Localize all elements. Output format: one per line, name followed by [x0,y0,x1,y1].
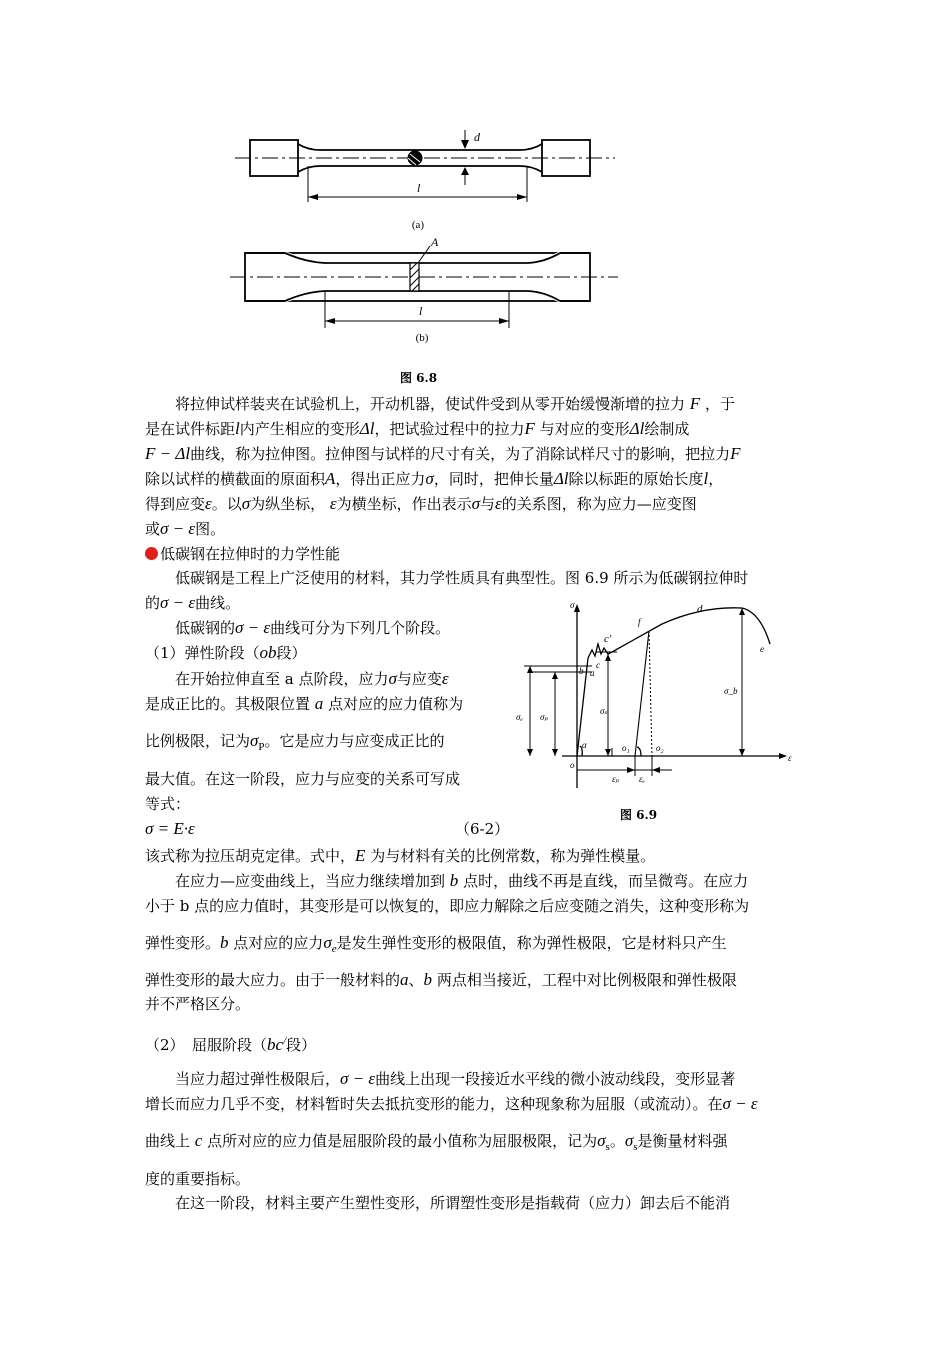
para1-line5: 得到应变ε。以σ为纵坐标， ε为横坐标，作出表示σ与ε的关系图，称为应力—应变图 [145,494,697,513]
para2-line5: 在开始拉伸直至 a 点阶段，应力σ与应变ε [175,669,449,688]
para2-line7: 比例极限，记为$\sigma_P$。它是应力与应变成正比的 [145,731,445,753]
point-f-label: f [638,617,641,627]
para1-line4: 除以试样的横截面的原面积A，得出正应力σ，同时，把伸长量Δl除以标距的原始长度l， [145,469,724,488]
o2-label: o₂ [656,743,664,753]
yield-stage-heading: （2） 屈服阶段（bc/段） [145,1035,317,1054]
para2-line1: 低碳钢是工程上广泛使用的材料，其力学性质具有典型性。图 6.9 所示为低碳钢拉伸时 [175,569,749,587]
para4-line1: 当应力超过弹性极限后，σ − ε曲线上出现一段接近水平线的微小波动线段，变形显著 [175,1069,736,1088]
para3-line3: 小于 b 点的应力值时，其变形是可以恢复的，即应力解除之后应变随之消失，这种变形称为 [145,897,750,915]
label-a: (a) [411,219,425,231]
sigma-s-label: σₛ [600,706,608,716]
para4-line2: 增长而应力几乎不变，材料暂时失去抵抗变形的能力，这种现象称为屈服（或流动）。在σ − ε [145,1094,758,1113]
eps-e-label: εₑ [639,774,645,784]
para3-line4: 弹性变形。b 点对应的应力$\sigma_e$是发生弹性变形的极限值，称为弹性极限，它是材料只产生 [145,933,727,955]
origin-label: o [570,760,575,770]
point-e-label: e [760,644,764,654]
para4-line3: 曲线上 c 点所对应的应力值是屈服阶段的最小值称为屈服极限，记为$\sigma_s$。$\sigma_s$是衡量材料强 [145,1131,728,1153]
eps-p-label: εₚ [612,774,620,784]
alpha-label-1: α [582,740,587,750]
point-a-label: a [590,668,595,678]
figure-6-8-caption: 图 6.8 [400,371,438,385]
o1-label: o₁ [622,743,630,753]
figure-6-9-stress-strain-diagram [512,598,802,808]
l-label-b: l [419,304,423,318]
para1-line3: F − Δl曲线，称为拉伸图。拉伸图与试样的尺寸有关，为了消除试样尺寸的影响，把拉力F [145,444,741,463]
d-label: d [474,130,480,144]
para3-line2: 在应力—应变曲线上，当应力继续增加到 b 点时，曲线不再是直线，而呈微弯。在应力 [175,871,749,890]
figure-6-8 [230,130,620,345]
point-c-label: c [596,660,600,670]
point-c-prime-label: c′ [604,633,612,645]
equation-number: （6-2） [455,820,510,838]
para2-line9: 等式： [145,795,191,813]
hooke-equation: σ = E·ε [145,819,195,838]
para3-line6: 并不严格区分。 [145,995,251,1013]
sigma-axis-label: σ [570,600,575,610]
para2-line4-heading: （1）弹性阶段（ob段） [145,643,307,662]
eps-axis-label: ε [788,753,792,763]
para1-line6: 或σ − ε图。 [145,519,226,538]
para4-line4: 度的重要指标。 [145,1170,251,1188]
red-bullet-icon [145,547,158,560]
para2-line3: 低碳钢的σ − ε曲线可分为下列几个阶段。 [175,618,451,637]
para3-line1: 该式称为拉压胡克定律。式中，E 为与材料有关的比例常数，称为弹性模量。 [145,846,656,865]
point-b-label: b [579,666,584,676]
label-b: (b) [415,332,429,344]
sigma-p-label: σₚ [540,712,549,722]
para2-line2: 的σ − ε曲线。 [145,593,241,612]
l-label-a: l [417,181,421,195]
sigma-e-label: σₑ [516,712,523,722]
A-label: A [431,235,439,249]
para1-line1: 将拉伸试样装夹在试验机上，开动机器，使试件受到从零开始缓慢渐增的拉力 F ，于 [175,394,735,413]
heading-low-carbon-steel: 低碳钢在拉伸时的力学性能 [145,543,340,565]
para1-line2: 是在试件标距l内产生相应的变形Δl，把试验过程中的拉力F 与对应的变形Δl绘制成 [145,419,690,438]
para3-line5: 弹性变形的最大应力。由于一般材料的a、b 两点相当接近，工程中对比例极限和弹性极限 [145,970,737,989]
para2-line6: 是成正比的。其极限位置 a 点对应的应力值称为 [145,694,464,713]
point-d-label: d [697,603,703,615]
para2-line8: 最大值。在这一阶段，应力与应变的关系可写成 [145,770,461,788]
sigma-b-label: σ_b [724,686,738,696]
figure-6-9-caption: 图 6.9 [620,808,658,822]
para4-line5: 在这一阶段，材料主要产生塑性变形，所谓塑性变形是指载荷（应力）卸去后不能消 [175,1194,731,1212]
